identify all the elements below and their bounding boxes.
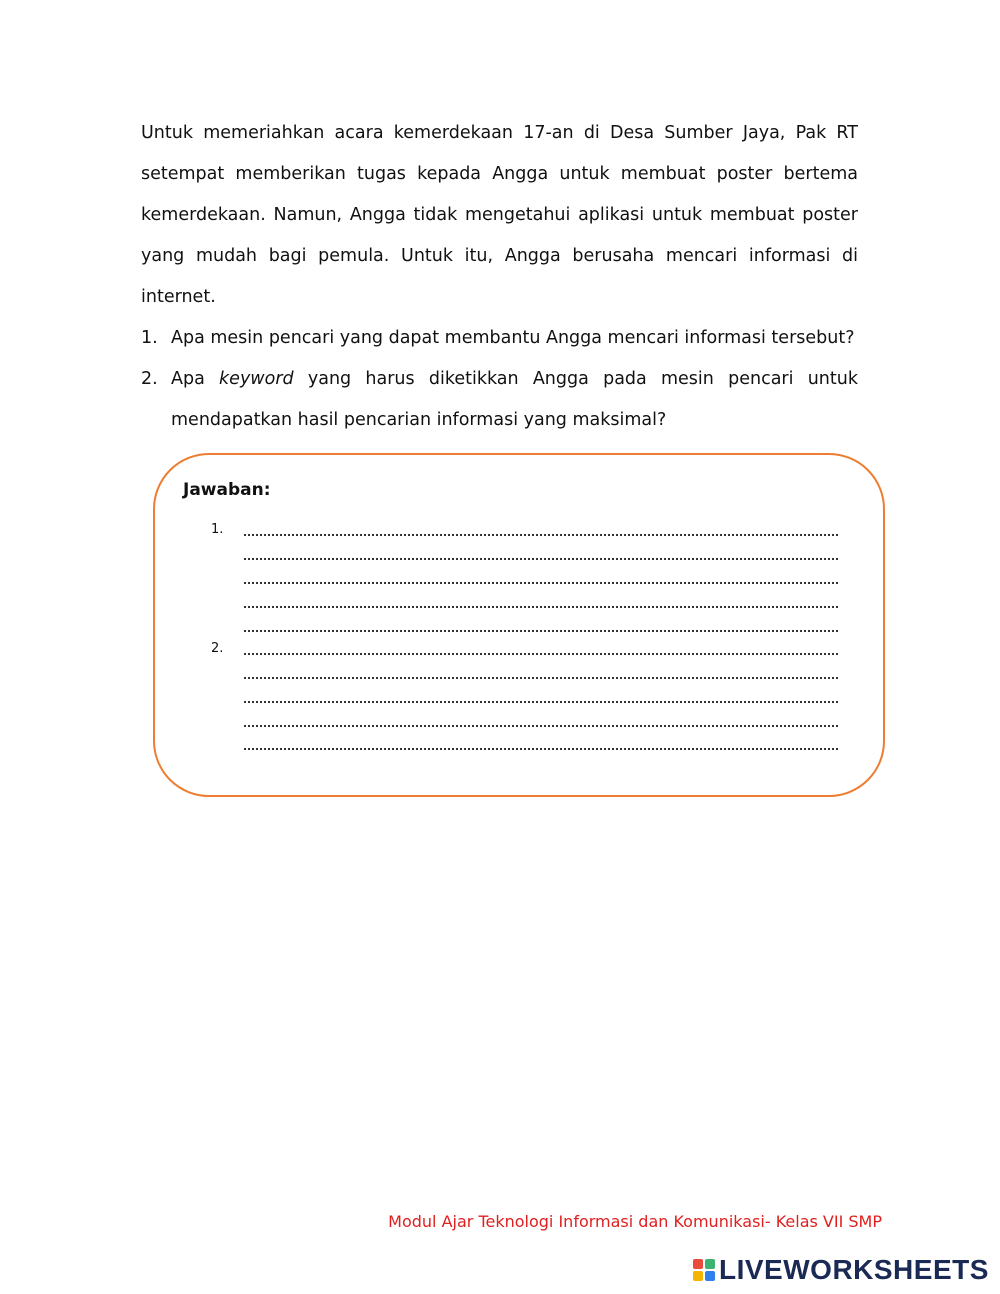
answer-box xyxy=(153,453,885,797)
answer-line[interactable] xyxy=(244,582,838,584)
answer-line[interactable] xyxy=(244,677,838,679)
question-number: 1. xyxy=(141,328,158,348)
question-number: 2. xyxy=(141,369,158,389)
answer-line[interactable] xyxy=(244,725,838,727)
logo-tile xyxy=(705,1259,715,1269)
brand-name: LIVEWORKSHEETS xyxy=(719,1254,989,1285)
logo-tile xyxy=(693,1271,703,1281)
question-text: Apa mesin pencari yang dapat membantu Angga mencari informasi tersebut? xyxy=(171,328,855,348)
keyword-term: keyword xyxy=(219,369,294,389)
logo-tile xyxy=(705,1271,715,1281)
answer-number: 1. xyxy=(211,522,224,537)
answer-line[interactable] xyxy=(244,630,838,632)
question-2 xyxy=(141,359,858,441)
answer-line[interactable] xyxy=(244,653,838,655)
question-text: Apa keyword yang harus diketikkan Angga pada mesin pencari untuk mendapatkan hasil pencarian informasi yang maksimal? xyxy=(171,369,858,430)
intro-paragraph: Untuk memeriahkan acara kemerdekaan 17-an di Desa Sumber Jaya, Pak RT setempat memberikan tugas kepada Angga untuk membuat poster bertema kemerdekaan. Namun, Angga tidak mengetahui aplikasi untuk membuat poster yang mudah bagi pemula. Untuk itu, Angga berusaha mencari informasi di internet. xyxy=(141,123,858,307)
answer-line[interactable] xyxy=(244,701,838,703)
answer-number: 2. xyxy=(211,641,224,656)
liveworksheets-logo[interactable] xyxy=(693,1254,989,1286)
answer-line[interactable] xyxy=(244,748,838,750)
question-1 xyxy=(141,318,858,359)
footer-caption: Modul Ajar Teknologi Informasi dan Komunikasi- Kelas VII SMP xyxy=(388,1212,882,1231)
logo-tile xyxy=(693,1259,703,1269)
answer-line[interactable] xyxy=(244,534,838,536)
answer-line[interactable] xyxy=(244,558,838,560)
question-list xyxy=(141,318,858,441)
answer-line[interactable] xyxy=(244,606,838,608)
answer-title: Jawaban: xyxy=(183,480,271,500)
liveworksheets-icon xyxy=(693,1259,715,1281)
